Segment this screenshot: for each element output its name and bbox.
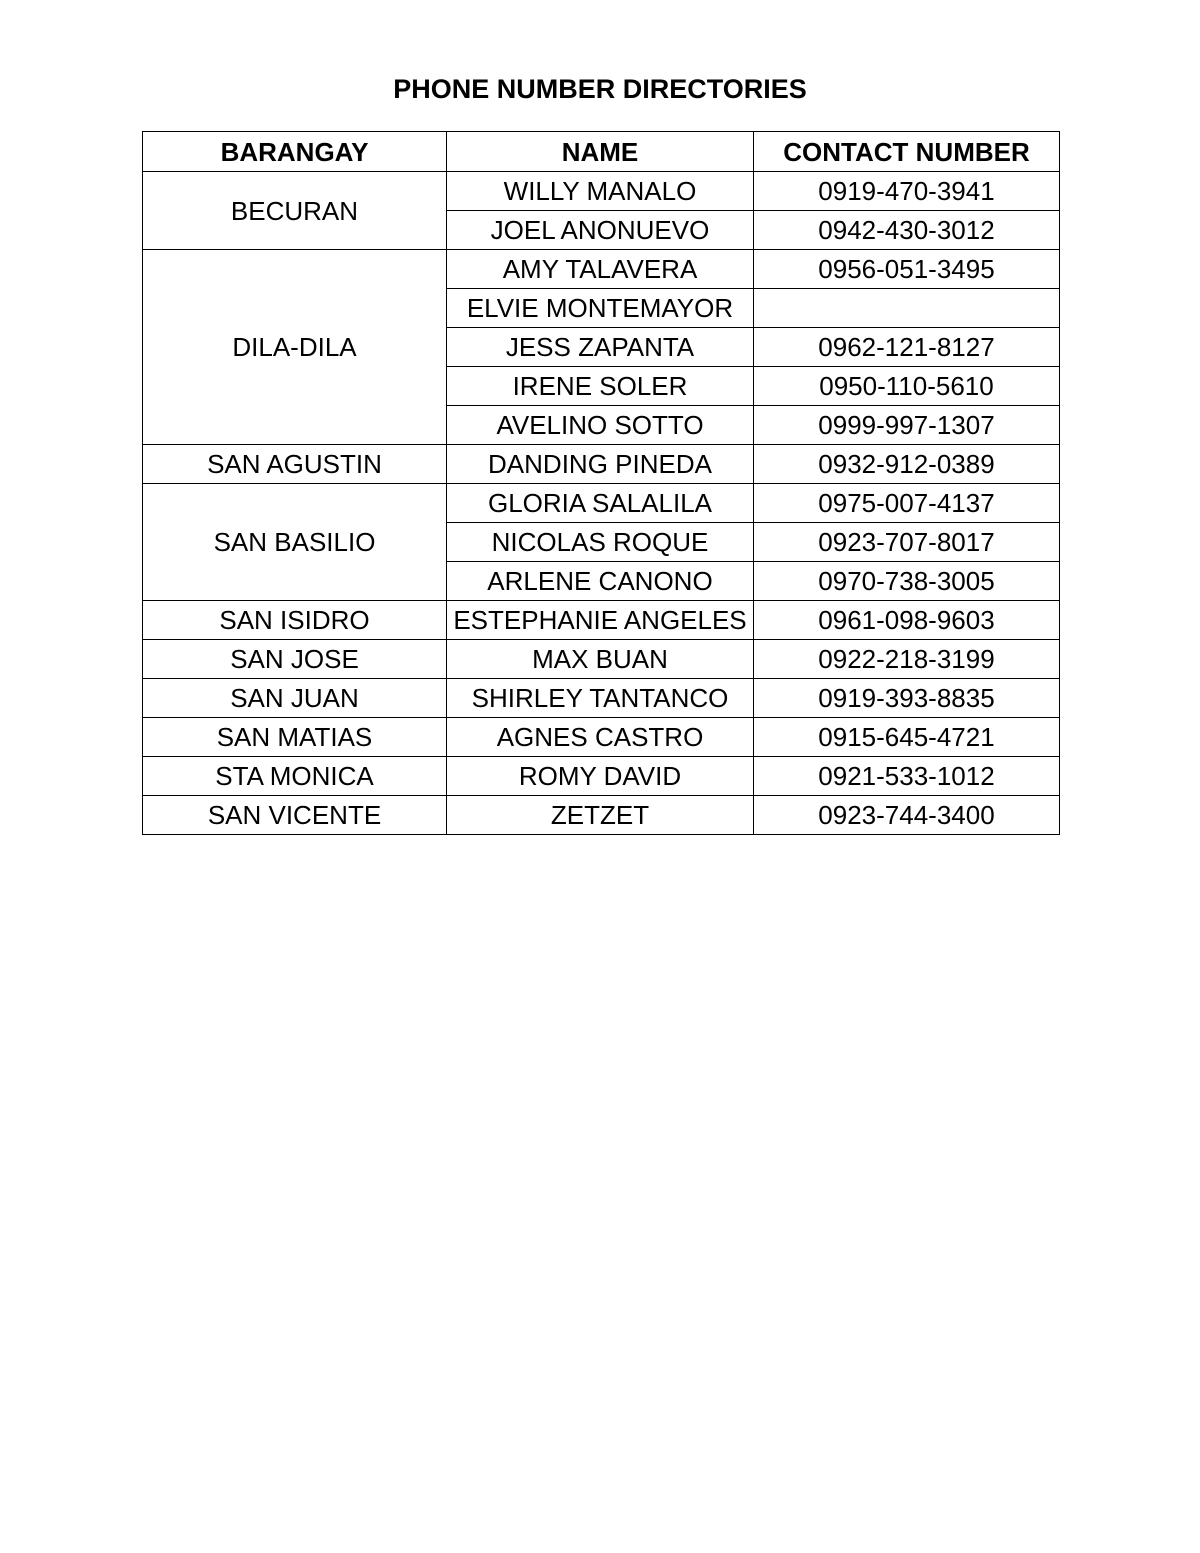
table-row <box>143 172 1060 211</box>
table-body <box>143 172 1060 835</box>
contact-number-cell: 0923-744-3400 <box>754 796 1060 835</box>
contact-number-cell: 0950-110-5610 <box>754 367 1060 406</box>
name-cell: ESTEPHANIE ANGELES <box>447 601 754 640</box>
table-row <box>143 718 1060 757</box>
barangay-cell: BECURAN <box>143 172 447 250</box>
contact-number-cell: 0919-470-3941 <box>754 172 1060 211</box>
barangay-cell: DILA-DILA <box>143 250 447 445</box>
name-cell: ROMY DAVID <box>447 757 754 796</box>
column-header-contact-number: CONTACT NUMBER <box>754 132 1060 172</box>
table-row <box>143 640 1060 679</box>
contact-number-cell <box>754 289 1060 328</box>
contact-number-cell: 0932-912-0389 <box>754 445 1060 484</box>
name-cell: NICOLAS ROQUE <box>447 523 754 562</box>
barangay-cell: SAN JOSE <box>143 640 447 679</box>
column-header-barangay: BARANGAY <box>143 132 447 172</box>
table-row <box>143 796 1060 835</box>
contact-number-cell: 0942-430-3012 <box>754 211 1060 250</box>
barangay-cell: SAN JUAN <box>143 679 447 718</box>
column-header-name: NAME <box>447 132 754 172</box>
table-row <box>143 484 1060 523</box>
name-cell: WILLY MANALO <box>447 172 754 211</box>
name-cell: AGNES CASTRO <box>447 718 754 757</box>
table-header <box>143 132 1060 172</box>
contact-number-cell: 0999-997-1307 <box>754 406 1060 445</box>
contact-number-cell: 0975-007-4137 <box>754 484 1060 523</box>
name-cell: JOEL ANONUEVO <box>447 211 754 250</box>
contact-number-cell: 0962-121-8127 <box>754 328 1060 367</box>
name-cell: ZETZET <box>447 796 754 835</box>
contact-number-cell: 0922-218-3199 <box>754 640 1060 679</box>
name-cell: AMY TALAVERA <box>447 250 754 289</box>
name-cell: DANDING PINEDA <box>447 445 754 484</box>
page-title: PHONE NUMBER DIRECTORIES <box>393 74 807 104</box>
barangay-cell: SAN AGUSTIN <box>143 445 447 484</box>
barangay-cell: STA MONICA <box>143 757 447 796</box>
name-cell: ELVIE MONTEMAYOR <box>447 289 754 328</box>
contact-number-cell: 0961-098-9603 <box>754 601 1060 640</box>
name-cell: JESS ZAPANTA <box>447 328 754 367</box>
name-cell: SHIRLEY TANTANCO <box>447 679 754 718</box>
contact-number-cell: 0956-051-3495 <box>754 250 1060 289</box>
table-row <box>143 757 1060 796</box>
directory-table <box>142 131 1060 835</box>
name-cell: MAX BUAN <box>447 640 754 679</box>
table-row <box>143 250 1060 289</box>
barangay-cell: SAN BASILIO <box>143 484 447 601</box>
table-row <box>143 679 1060 718</box>
barangay-cell: SAN MATIAS <box>143 718 447 757</box>
table-row <box>143 445 1060 484</box>
contact-number-cell: 0915-645-4721 <box>754 718 1060 757</box>
name-cell: IRENE SOLER <box>447 367 754 406</box>
name-cell: ARLENE CANONO <box>447 562 754 601</box>
contact-number-cell: 0923-707-8017 <box>754 523 1060 562</box>
contact-number-cell: 0919-393-8835 <box>754 679 1060 718</box>
contact-number-cell: 0970-738-3005 <box>754 562 1060 601</box>
barangay-cell: SAN VICENTE <box>143 796 447 835</box>
barangay-cell: SAN ISIDRO <box>143 601 447 640</box>
contact-number-cell: 0921-533-1012 <box>754 757 1060 796</box>
name-cell: AVELINO SOTTO <box>447 406 754 445</box>
header-row <box>143 132 1060 172</box>
table-row <box>143 601 1060 640</box>
name-cell: GLORIA SALALILA <box>447 484 754 523</box>
